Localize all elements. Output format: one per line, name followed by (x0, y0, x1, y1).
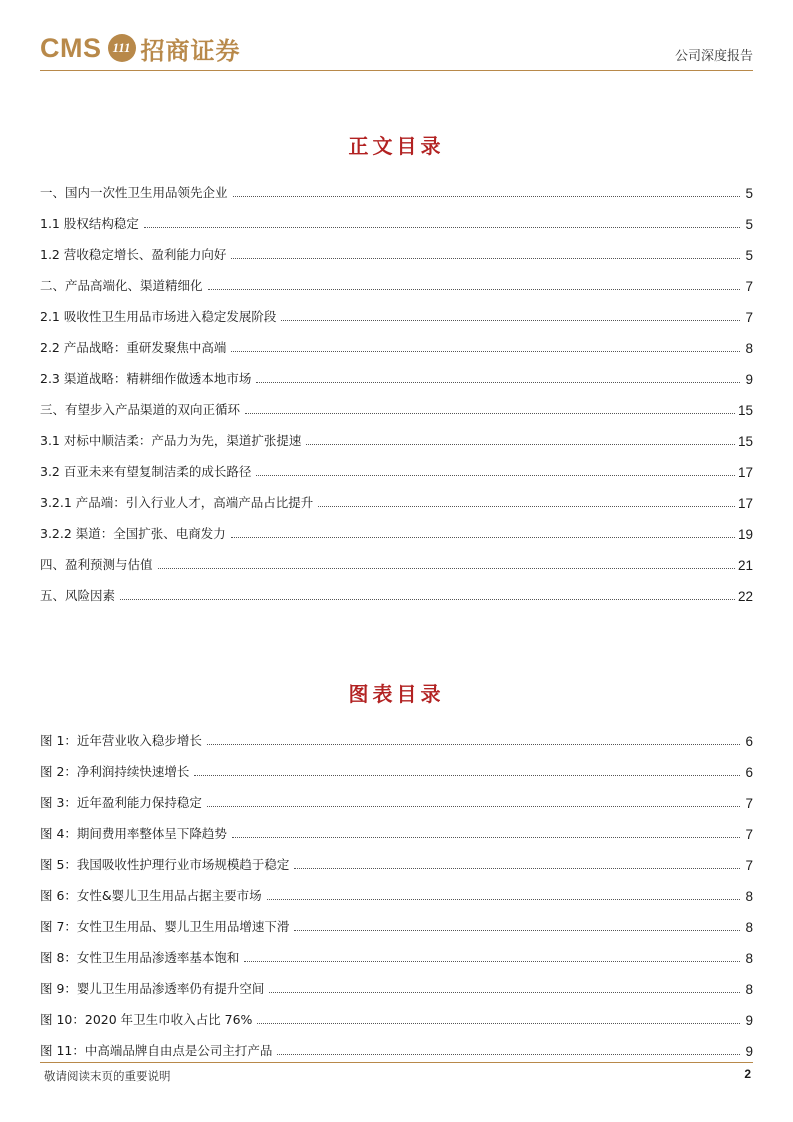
dot-leader (318, 506, 735, 507)
dot-leader (294, 930, 740, 931)
toc-entry-page: 7 (745, 858, 753, 873)
toc-entry-label: 图 1：近年营业收入稳步增长 (40, 733, 202, 748)
toc-entry-page: 8 (745, 889, 753, 904)
toc-entry-label: 3.2.2 渠道：全国扩张、电商发力 (40, 526, 226, 541)
dot-leader (231, 537, 735, 538)
toc-entry-page: 17 (737, 496, 753, 511)
toc-entry-page: 5 (745, 217, 753, 232)
toc-entry-label: 五、风险因素 (40, 588, 116, 603)
toc-entry-page: 15 (737, 403, 753, 418)
toc-entry[interactable] (40, 542, 753, 573)
toc-entry-page: 8 (745, 920, 753, 935)
main-toc-list (40, 170, 753, 604)
footer-divider (40, 1062, 753, 1063)
toc-entry[interactable] (40, 573, 753, 604)
dot-leader (208, 289, 740, 290)
toc-entry-page: 9 (745, 1013, 753, 1028)
report-type-label: 公司深度报告 (674, 49, 753, 64)
toc-entry[interactable] (40, 201, 753, 232)
figure-toc-list (40, 718, 753, 1059)
toc-entry-label: 二、产品高端化、渠道精细化 (40, 278, 203, 293)
toc-entry[interactable] (40, 356, 753, 387)
toc-entry[interactable] (40, 511, 753, 542)
toc-entry-label: 图 5：我国吸收性护理行业市场规模趋于稳定 (40, 857, 290, 872)
company-logo (40, 30, 241, 66)
figure-toc-entry[interactable] (40, 749, 753, 780)
figure-toc-entry[interactable] (40, 1028, 753, 1059)
dot-leader (158, 568, 735, 569)
dot-leader (194, 775, 740, 776)
toc-entry[interactable] (40, 294, 753, 325)
toc-entry-page: 8 (745, 341, 753, 356)
dot-leader (231, 351, 740, 352)
toc-entry[interactable] (40, 263, 753, 294)
toc-entry-page: 5 (745, 248, 753, 263)
dot-leader (277, 1054, 740, 1055)
toc-entry[interactable] (40, 387, 753, 418)
toc-entry-label: 图 11：中高端品牌自由点是公司主打产品 (40, 1043, 273, 1058)
dot-leader (269, 992, 740, 993)
toc-entry-page: 5 (745, 186, 753, 201)
toc-entry-label: 图 3：近年盈利能力保持稳定 (40, 795, 202, 810)
toc-entry-label: 2.2 产品战略：重研发聚焦中高端 (40, 340, 227, 355)
dot-leader (232, 837, 740, 838)
toc-entry-label: 2.3 渠道战略：精耕细作做透本地市场 (40, 371, 252, 386)
dot-leader (207, 806, 740, 807)
figure-toc-entry[interactable] (40, 718, 753, 749)
toc-entry[interactable] (40, 480, 753, 511)
dot-leader (281, 320, 740, 321)
toc-entry-page: 6 (745, 734, 753, 749)
toc-entry-label: 图 2：净利润持续快速增长 (40, 764, 190, 779)
figure-toc-entry[interactable] (40, 873, 753, 904)
toc-entry-label: 图 6：女性&婴儿卫生用品占据主要市场 (40, 888, 262, 903)
disclaimer-note: 敬请阅读末页的重要说明 (44, 1069, 171, 1083)
figure-toc-entry[interactable] (40, 966, 753, 997)
header-divider (40, 70, 753, 71)
figure-toc-entry[interactable] (40, 997, 753, 1028)
dot-leader (306, 444, 735, 445)
toc-entry-page: 7 (745, 279, 753, 294)
toc-entry-label: 图 8：女性卫生用品渗透率基本饱和 (40, 950, 240, 965)
figure-toc-entry[interactable] (40, 904, 753, 935)
toc-entry-label: 一、国内一次性卫生用品领先企业 (40, 185, 228, 200)
toc-entry[interactable] (40, 449, 753, 480)
figure-toc-title: 图表目录 (348, 682, 445, 706)
dot-leader (256, 475, 735, 476)
dot-leader (256, 382, 740, 383)
logo-latin-text: CMS (40, 32, 102, 63)
toc-entry-page: 9 (745, 1044, 753, 1059)
toc-entry[interactable] (40, 170, 753, 201)
figure-toc-entry[interactable] (40, 935, 753, 966)
dot-leader (120, 599, 735, 600)
toc-entry-page: 22 (737, 589, 753, 604)
toc-entry-label: 1.1 股权结构稳定 (40, 216, 139, 231)
page-header (40, 24, 753, 72)
toc-entry-label: 图 7：女性卫生用品、婴儿卫生用品增速下滑 (40, 919, 290, 934)
dot-leader (267, 899, 740, 900)
toc-entry-page: 7 (745, 827, 753, 842)
figure-toc-entry[interactable] (40, 811, 753, 842)
toc-entry-label: 1.2 营收稳定增长、盈利能力向好 (40, 247, 227, 262)
logo-emblem-icon: 111 (108, 34, 136, 62)
dot-leader (231, 258, 740, 259)
dot-leader (233, 196, 740, 197)
main-toc-title: 正文目录 (348, 134, 445, 158)
toc-entry-label: 图 10：2020 年卫生巾收入占比 76% (40, 1012, 253, 1027)
toc-entry-page: 9 (745, 372, 753, 387)
dot-leader (245, 413, 735, 414)
page-number: 2 (744, 1067, 751, 1081)
toc-entry-page: 15 (737, 434, 753, 449)
figure-toc-entry[interactable] (40, 780, 753, 811)
toc-entry-label: 图 9：婴儿卫生用品渗透率仍有提升空间 (40, 981, 265, 996)
figure-toc-entry[interactable] (40, 842, 753, 873)
toc-entry-label: 三、有望步入产品渠道的双向正循环 (40, 402, 241, 417)
dot-leader (294, 868, 740, 869)
toc-entry-page: 17 (737, 465, 753, 480)
dot-leader (244, 961, 740, 962)
toc-entry-label: 2.1 吸收性卫生用品市场进入稳定发展阶段 (40, 309, 277, 324)
toc-entry[interactable] (40, 232, 753, 263)
toc-entry-page: 19 (737, 527, 753, 542)
toc-entry[interactable] (40, 418, 753, 449)
toc-entry-page: 8 (745, 982, 753, 997)
logo-chinese-text: 招商证券 (140, 35, 241, 65)
toc-entry-page: 8 (745, 951, 753, 966)
toc-entry-label: 3.2.1 产品端：引入行业人才，高端产品占比提升 (40, 495, 314, 510)
dot-leader (144, 227, 740, 228)
toc-entry-page: 7 (745, 796, 753, 811)
toc-entry-page: 6 (745, 765, 753, 780)
toc-entry-page: 21 (737, 558, 753, 573)
toc-entry-label: 3.2 百亚未来有望复制洁柔的成长路径 (40, 464, 252, 479)
toc-entry-label: 四、盈利预测与估值 (40, 557, 153, 572)
toc-entry-page: 7 (745, 310, 753, 325)
toc-entry-label: 图 4：期间费用率整体呈下降趋势 (40, 826, 227, 841)
dot-leader (207, 744, 740, 745)
dot-leader (257, 1023, 740, 1024)
toc-entry[interactable] (40, 325, 753, 356)
toc-entry-label: 3.1 对标中顺洁柔：产品力为先，渠道扩张提速 (40, 433, 302, 448)
